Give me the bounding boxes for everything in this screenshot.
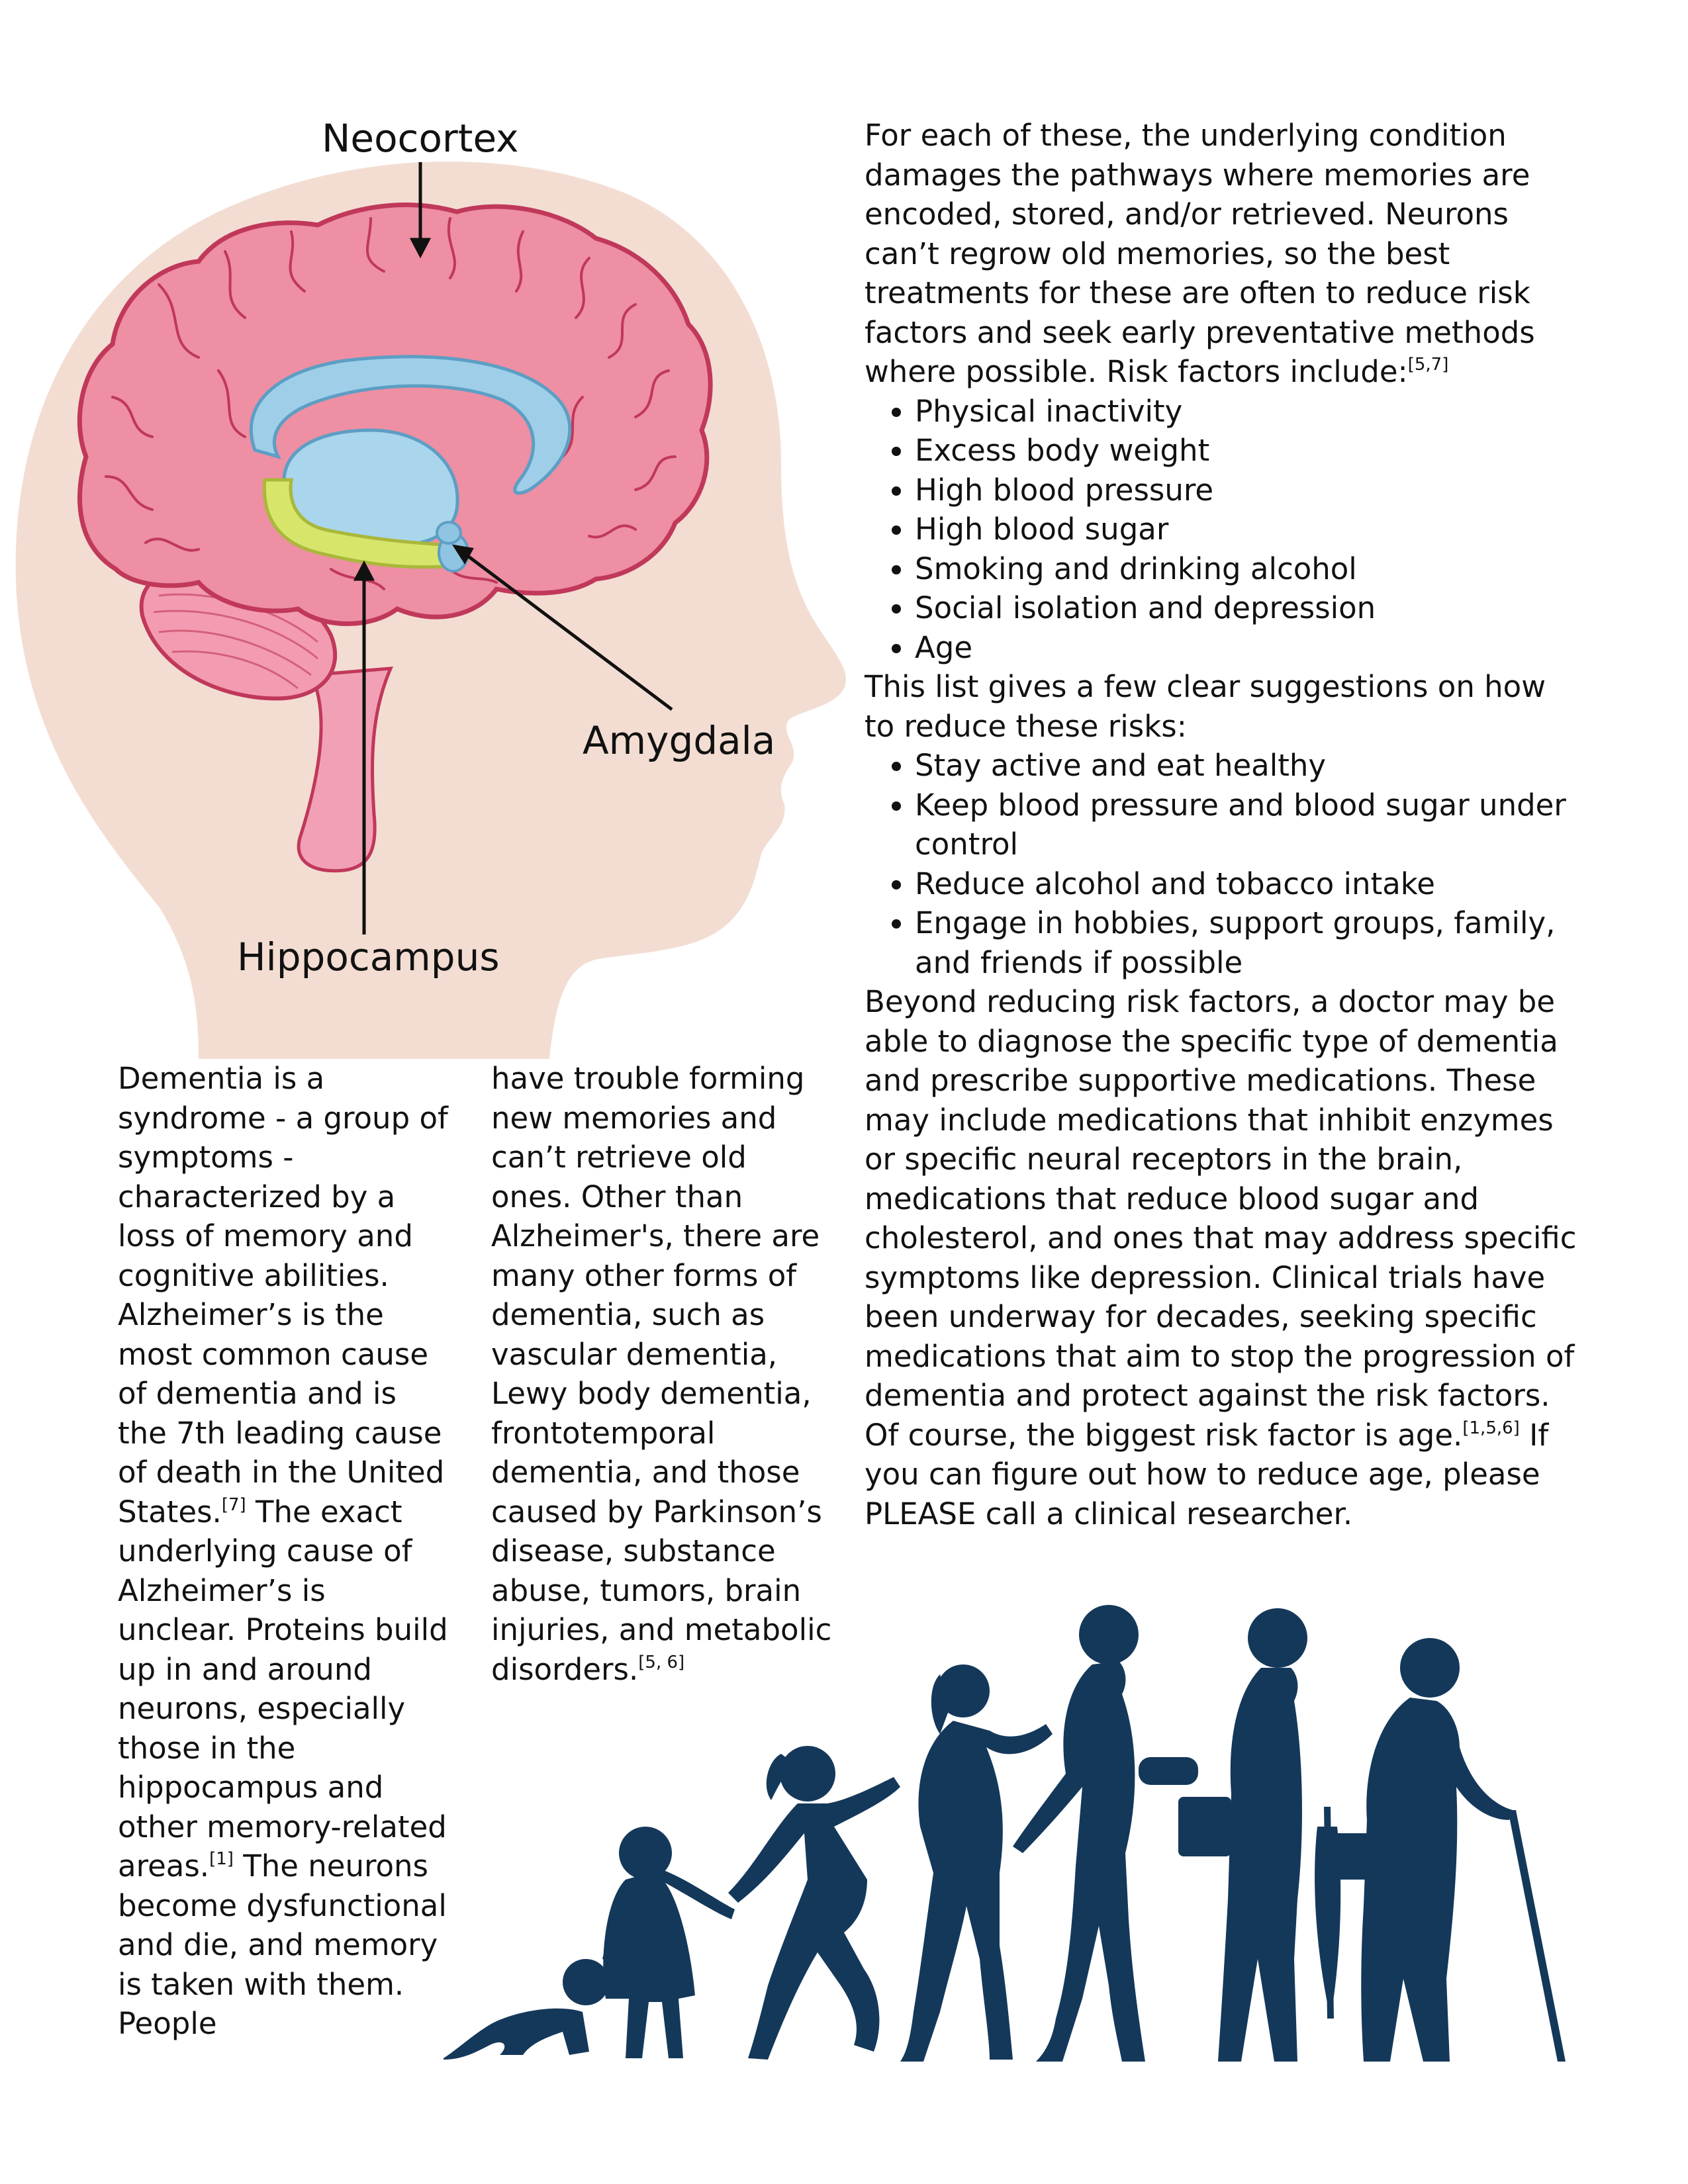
closing-paragraph: Beyond reducing risk factors, a doctor may be able to diagnose the specific type of dementia and prescribe supportive medications. These may include medications that inhibit enzymes or specific neural receptors in the brain, medications that reduce blood sugar and cholesterol, and ones that may address specific symptoms like depression. Clinical trials have been underway for decades, seeking specific medications that aim to stop the progression of dementia and protect against the risk factors. Of course, the biggest risk factor is age.[1,5,6] If you can figure out how to reduce age, please PLEASE call a clinical researcher. (865, 984, 1577, 1531)
teen-silhouette (900, 1664, 1053, 2062)
citation: [1,5,6] (1462, 1418, 1520, 1438)
life-stages-silhouettes (437, 1588, 1602, 2065)
suggestions-list (865, 746, 1579, 982)
list-item: • High blood sugar (915, 510, 1579, 549)
citation: [5,7] (1407, 355, 1449, 375)
middle-aged-silhouette (1178, 1608, 1340, 2062)
list-item: • Physical inactivity (915, 392, 1579, 432)
list-item: • High blood pressure (915, 471, 1579, 510)
list-item: • Excess body weight (915, 431, 1579, 471)
elderly-silhouette (1331, 1638, 1566, 2062)
citation: [1] (209, 1849, 234, 1869)
citation: [7] (221, 1494, 246, 1515)
right-column (865, 116, 1579, 1533)
citation: [5, 6] (638, 1652, 685, 1672)
dementia-forms-paragraph: have trouble forming new memories and can’t retrieve old ones. Other than Alzheimer's, there are many other forms of dementia, such as vascular dementia, Lewy body dementia, frontotemporal dementia, and those caused by Parkinson’s disease, substance abuse, tumors, brain injuries, and metabolic disorders.[5, 6] (491, 1061, 832, 1687)
list-item: • Stay active and eat healthy (915, 746, 1579, 786)
hippocampus-label: Hippocampus (237, 934, 500, 979)
intro-paragraph: For each of these, the underlying condition damages the pathways where memories are encoded, stored, and/or retrieved. Neurons can’t regrow old memories, so the best treatments for these are often to reduce risk factors and seek early preventative methods where possible. Risk factors include:[5,7] (865, 118, 1535, 389)
baby-silhouette (444, 1959, 609, 2060)
list-item: • Social isolation and depression (915, 588, 1579, 628)
list-item: • Age (915, 628, 1579, 668)
amygdala-label: Amygdala (583, 718, 776, 763)
child-silhouette (728, 1746, 900, 2060)
risk-factors-list (865, 392, 1579, 668)
left-column (118, 1059, 450, 2044)
toddler-silhouette (602, 1827, 735, 2058)
list-item: • Smoking and drinking alcohol (915, 549, 1579, 589)
list-item: • Engage in hobbies, support groups, family, and friends if possible (915, 903, 1579, 982)
suggestions-intro: This list gives a few clear suggestions on how to reduce these risks: (865, 669, 1546, 744)
list-item: • Reduce alcohol and tobacco intake (915, 864, 1579, 904)
list-item: • Keep blood pressure and blood sugar under control (915, 786, 1579, 864)
woman-silhouette (1013, 1605, 1198, 2062)
neocortex-label: Neocortex (322, 116, 519, 161)
dementia-paragraph: Dementia is a syndrome - a group of symptoms - characterized by a loss of memory and cognitive abilities. Alzheimer’s is the most common cause of dementia and is the 7th leading cause of death in the United States.[7] The exact underlying cause of Alzheimer’s is unclear. Proteins build up in and around neurons, especially those in the hippocampus and other memory-related areas.[1] The neurons become dysfunctional and die, and memory is taken with them. People (118, 1061, 448, 2041)
